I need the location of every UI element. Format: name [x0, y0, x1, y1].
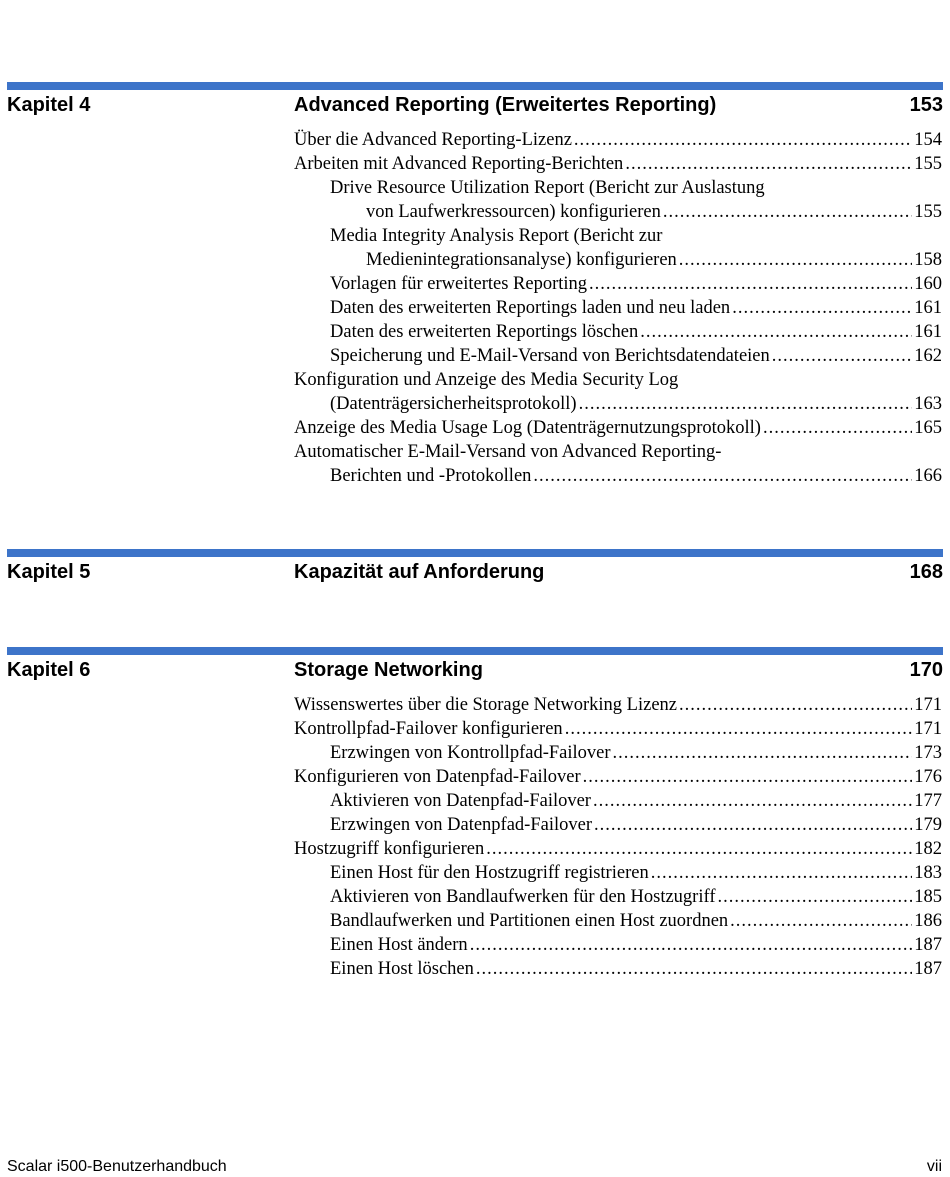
- chapter-page-number: 170: [909, 659, 943, 681]
- toc-entry-title: Hostzugriff konfigurieren: [294, 839, 485, 859]
- toc-entry-page: 183: [914, 863, 942, 883]
- dot-leader: [772, 344, 912, 368]
- dot-leader: [470, 933, 913, 957]
- chapter-label: Kapitel 5: [7, 561, 91, 583]
- toc-entry-title: Über die Advanced Reporting-Lizenz: [294, 130, 572, 150]
- toc-entry-page: 176: [914, 767, 942, 787]
- toc-entry-page: 160: [914, 274, 942, 294]
- dot-leader: [717, 885, 912, 909]
- chapter-label: Kapitel 4: [7, 94, 91, 116]
- dot-leader: [565, 717, 913, 741]
- toc-entry[interactable]: [294, 176, 942, 200]
- toc-entry-title: Berichten und -Protokollen: [330, 466, 532, 486]
- toc-entry-title: Vorlagen für erweitertes Reporting: [330, 274, 588, 294]
- dot-leader: [594, 813, 912, 837]
- toc-entry-page: 162: [914, 346, 942, 366]
- chapter-page-number: 153: [909, 94, 943, 116]
- dot-leader: [640, 320, 912, 344]
- footer-page-number: vii: [926, 1158, 942, 1175]
- toc-entry-title: Aktivieren von Datenpfad-Failover: [330, 791, 591, 811]
- toc-entry-page: 155: [914, 154, 942, 174]
- toc-entry-page: 187: [914, 959, 942, 979]
- chapter-4-toc: [294, 128, 942, 488]
- toc-entry-page: 158: [914, 250, 942, 270]
- chapter-divider: [7, 82, 943, 90]
- toc-entry-title: Erzwingen von Datenpfad-Failover: [330, 815, 592, 835]
- chapter-heading[interactable]: [7, 655, 943, 685]
- toc-entry[interactable]: [294, 885, 942, 909]
- toc-entry-title: Erzwingen von Kontrollpfad-Failover: [330, 743, 611, 763]
- toc-entry-title: Aktivieren von Bandlaufwerken für den Hostzugriff: [330, 887, 716, 907]
- chapter-label: Kapitel 6: [7, 659, 91, 681]
- toc-entry-title: (Datenträgersicherheitsprotokoll): [330, 394, 577, 414]
- toc-entry-title: Konfiguration und Anzeige des Media Security Log: [294, 370, 679, 390]
- toc-entry[interactable]: [294, 416, 942, 440]
- toc-entry[interactable]: [294, 957, 942, 981]
- toc-entry[interactable]: [294, 813, 942, 837]
- toc-entry[interactable]: [294, 464, 942, 488]
- dot-leader: [651, 861, 913, 885]
- toc-entry-title: Daten des erweiterten Reportings laden und neu laden: [330, 298, 731, 318]
- toc-entry-title: Einen Host löschen: [330, 959, 474, 979]
- toc-entry-title: Automatischer E-Mail-Versand von Advanced Reporting-: [294, 442, 722, 462]
- toc-entry-title: Media Integrity Analysis Report (Bericht zur: [330, 226, 663, 246]
- toc-entry-title: Einen Host ändern: [330, 935, 468, 955]
- toc-entry[interactable]: [294, 320, 942, 344]
- dot-leader: [533, 464, 912, 488]
- toc-entry-page: 165: [914, 418, 942, 438]
- toc-entry-title: Anzeige des Media Usage Log (Datenträgernutzungsprotokoll): [294, 418, 761, 438]
- toc-entry-title: von Laufwerkressourcen) konfigurieren: [366, 202, 661, 222]
- toc-entry-title: Bandlaufwerken und Partitionen einen Host zuordnen: [330, 911, 729, 931]
- chapter-page-number: 168: [909, 561, 943, 583]
- toc-entry[interactable]: [294, 861, 942, 885]
- toc-entry[interactable]: [294, 765, 942, 789]
- toc-entry[interactable]: [294, 248, 942, 272]
- toc-entry[interactable]: [294, 741, 942, 765]
- dot-leader: [613, 741, 913, 765]
- toc-entry-page: 171: [914, 695, 942, 715]
- chapter-4-header: [7, 82, 943, 120]
- dot-leader: [593, 789, 912, 813]
- chapter-title: Storage Networking: [294, 659, 483, 681]
- dot-leader: [679, 693, 912, 717]
- toc-entry-title: Drive Resource Utilization Report (Bericht zur Auslastung: [330, 178, 765, 198]
- toc-entry-title: Daten des erweiterten Reportings löschen: [330, 322, 639, 342]
- toc-entry-title: Kontrollpfad-Failover konfigurieren: [294, 719, 563, 739]
- dot-leader: [679, 248, 912, 272]
- toc-entry-page: 177: [914, 791, 942, 811]
- toc-entry-page: 185: [914, 887, 942, 907]
- dot-leader: [579, 392, 913, 416]
- toc-entry-title: Wissenswertes über die Storage Networking Lizenz: [294, 695, 678, 715]
- footer-document-title: Scalar i500-Benutzerhandbuch: [7, 1158, 227, 1175]
- toc-entry-title: Konfigurieren von Datenpfad-Failover: [294, 767, 581, 787]
- toc-entry[interactable]: [294, 789, 942, 813]
- toc-entry[interactable]: [294, 152, 942, 176]
- toc-entry[interactable]: [294, 717, 942, 741]
- chapter-6-header: [7, 647, 943, 685]
- dot-leader: [625, 152, 912, 176]
- dot-leader: [663, 200, 912, 224]
- toc-entry[interactable]: [294, 200, 942, 224]
- dot-leader: [476, 957, 912, 981]
- toc-entry-title: Arbeiten mit Advanced Reporting-Berichten: [294, 154, 624, 174]
- chapter-heading[interactable]: [7, 90, 943, 120]
- toc-entry-page: 186: [914, 911, 942, 931]
- toc-entry[interactable]: [294, 296, 942, 320]
- toc-entry[interactable]: [294, 368, 942, 392]
- dot-leader: [589, 272, 912, 296]
- toc-entry-page: 187: [914, 935, 942, 955]
- toc-entry[interactable]: [294, 693, 942, 717]
- dot-leader: [583, 765, 913, 789]
- toc-entry-page: 182: [914, 839, 942, 859]
- toc-entry-page: 171: [914, 719, 942, 739]
- chapter-6-toc: [294, 693, 942, 981]
- toc-entry-page: 179: [914, 815, 942, 835]
- dot-leader: [730, 909, 912, 933]
- toc-entry-page: 161: [914, 298, 942, 318]
- toc-entry[interactable]: [294, 837, 942, 861]
- toc-entry[interactable]: [294, 909, 942, 933]
- toc-entry[interactable]: [294, 392, 942, 416]
- chapter-divider: [7, 549, 943, 557]
- toc-entry-title: Einen Host für den Hostzugriff registrieren: [330, 863, 649, 883]
- chapter-5-header: [7, 549, 943, 587]
- dot-leader: [763, 416, 912, 440]
- toc-entry[interactable]: [294, 344, 942, 368]
- dot-leader: [486, 837, 912, 861]
- toc-entry[interactable]: [294, 224, 942, 248]
- toc-entry-page: 166: [914, 466, 942, 486]
- toc-entry-page: 154: [914, 130, 942, 150]
- toc-entry-page: 163: [914, 394, 942, 414]
- toc-entry-title: Medienintegrationsanalyse) konfigurieren: [366, 250, 677, 270]
- toc-entry[interactable]: [294, 440, 942, 464]
- chapter-heading[interactable]: [7, 557, 943, 587]
- toc-entry[interactable]: [294, 272, 942, 296]
- toc-entry[interactable]: [294, 933, 942, 957]
- toc-entry[interactable]: [294, 128, 942, 152]
- chapter-title: Advanced Reporting (Erweitertes Reporting): [294, 94, 717, 116]
- toc-entry-page: 161: [914, 322, 942, 342]
- toc-entry-page: 155: [914, 202, 942, 222]
- chapter-title: Kapazität auf Anforderung: [294, 561, 545, 583]
- chapter-divider: [7, 647, 943, 655]
- toc-entry-title: Speicherung und E-Mail-Versand von Berichtsdatendateien: [330, 346, 770, 366]
- dot-leader: [732, 296, 912, 320]
- dot-leader: [574, 128, 912, 152]
- toc-entry-page: 173: [914, 743, 942, 763]
